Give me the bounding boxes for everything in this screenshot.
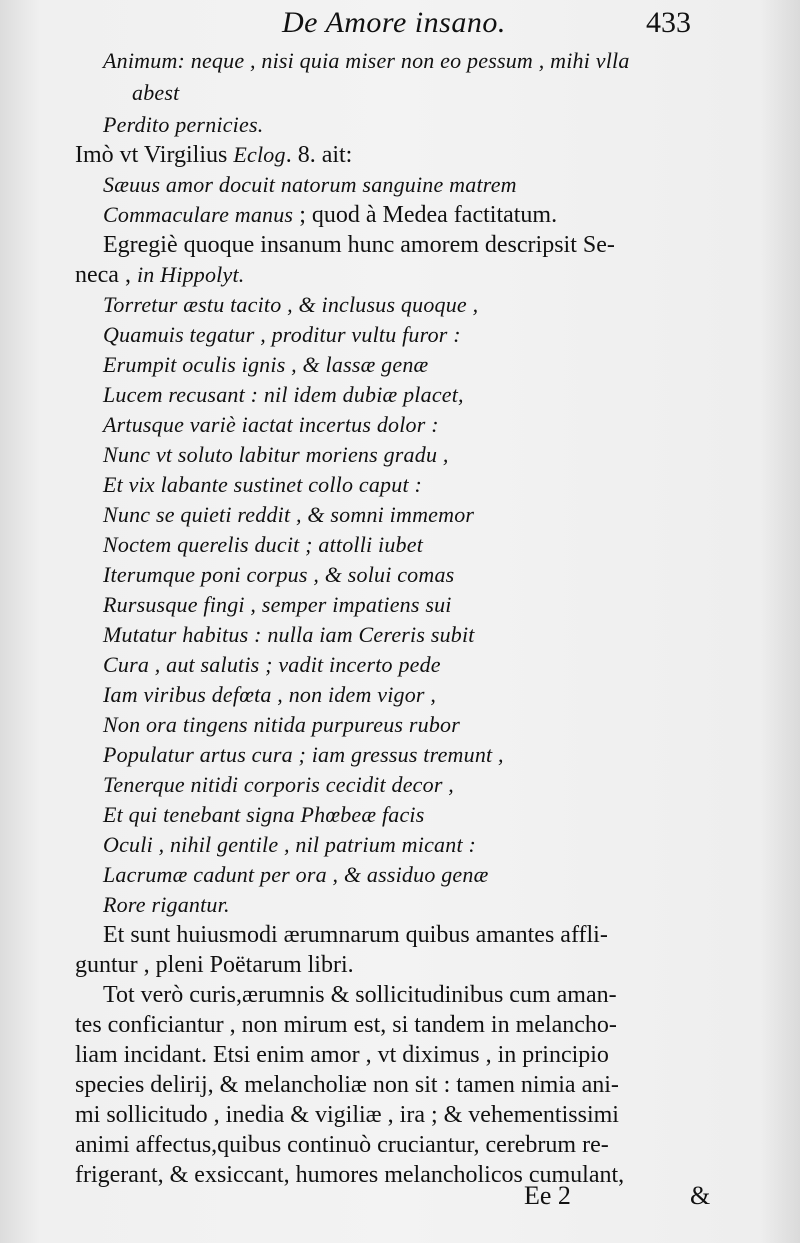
- italic-segment: in Hippolyt.: [136, 262, 245, 287]
- text-line: [103, 110, 263, 140]
- text-line: [103, 980, 617, 1010]
- text-line: [103, 770, 454, 800]
- italic-segment: Eclog: [233, 142, 286, 167]
- italic-segment: : neque , nisi quia miser non eo pessum , mihi vlla: [177, 48, 630, 73]
- italic-segment: Perdito pernicies.: [103, 112, 264, 137]
- italic-segment: Quamuis tegatur , proditur vultu furor :: [103, 322, 461, 347]
- text-line: [132, 78, 179, 108]
- text-line: [103, 560, 454, 590]
- roman-segment: guntur , pleni Poëtarum libri.: [75, 952, 354, 978]
- italic-segment: Iam viribus defœta , non idem vigor ,: [103, 682, 437, 707]
- text-line: [103, 290, 478, 320]
- italic-segment: Erumpit oculis ignis , & lassæ genæ: [103, 352, 429, 377]
- text-line: [103, 46, 630, 76]
- text-line: [103, 740, 504, 770]
- text-line: [103, 410, 439, 440]
- text-line: [75, 140, 352, 170]
- catchword: &: [690, 1181, 711, 1210]
- roman-segment: species delirij, & melancholiæ non sit : tamen nimia ani-: [75, 1072, 619, 1098]
- italic-segment: Iterumque poni corpus , & solui comas: [103, 562, 455, 587]
- roman-segment: Tot verò curis,ærumnis & sollicitudinibus cum aman-: [103, 982, 617, 1008]
- text-line: [103, 440, 449, 470]
- italic-segment: Lacrumæ cadunt per ora , & assiduo genæ: [103, 862, 489, 887]
- roman-segment: Imò vt Virgilius: [75, 142, 234, 168]
- italic-segment: Mutatur habitus : nulla iam Cereris subit: [103, 622, 475, 647]
- italic-segment: Noctem querelis ducit ; attolli iubet: [103, 532, 424, 557]
- text-line: [103, 860, 488, 890]
- text-line: [103, 530, 423, 560]
- text-line: [75, 260, 244, 290]
- text-line: [103, 320, 461, 350]
- italic-segment: abest: [132, 80, 180, 105]
- italic-segment: Nunc vt soluto labitur moriens gradu ,: [103, 442, 449, 467]
- roman-segment: tes conficiantur , non mirum est, si tandem in melancho-: [75, 1012, 617, 1038]
- roman-segment: ; quod à Medea factitatum.: [293, 202, 558, 228]
- text-line: [103, 620, 475, 650]
- roman-segment: Et sunt huiusmodi ærumnarum quibus amantes affli-: [103, 922, 608, 948]
- text-line: [103, 890, 230, 920]
- page-number: 433: [646, 6, 691, 39]
- roman-segment: mi sollicitudo , inedia & vigiliæ , ira ; & vehementissimi: [75, 1102, 619, 1128]
- text-line: [103, 650, 441, 680]
- signature-mark: Ee 2: [524, 1181, 571, 1210]
- italic-segment: Commaculare manus: [103, 202, 294, 227]
- italic-segment: Et vix labante sustinet collo caput :: [103, 472, 422, 497]
- text-line: [75, 1010, 617, 1040]
- italic-segment: Rursusque fingi , semper impatiens sui: [103, 592, 452, 617]
- text-line: [103, 470, 422, 500]
- text-line: [103, 710, 460, 740]
- text-line: [103, 680, 436, 710]
- text-line: [103, 800, 425, 830]
- roman-segment: . 8. ait:: [285, 142, 353, 168]
- italic-segment: Rore rigantur.: [103, 892, 230, 917]
- text-line: [103, 830, 476, 860]
- roman-segment: animi affectus,quibus continuò cruciantur, cerebrum re-: [75, 1132, 609, 1158]
- roman-segment: Egregiè quoque insanum hunc amorem descripsit Se-: [103, 232, 615, 258]
- italic-segment: Animum: [103, 48, 178, 73]
- text-line: [75, 1070, 619, 1100]
- roman-segment: frigerant, & exsiccant, humores melancholicos cumulant,: [75, 1162, 625, 1188]
- italic-segment: Populatur artus cura ; iam gressus tremunt ,: [103, 742, 504, 767]
- text-line: [103, 170, 517, 200]
- text-line: [103, 500, 474, 530]
- italic-segment: Cura , aut salutis ; vadit incerto pede: [103, 652, 441, 677]
- roman-segment: liam incidant. Etsi enim amor , vt diximus , in principio: [75, 1042, 609, 1068]
- italic-segment: Torretur æstu tacito , & inclusus quoque ,: [103, 292, 479, 317]
- text-line: [103, 920, 608, 950]
- text-line: [103, 380, 464, 410]
- text-line: [75, 950, 354, 980]
- text-line: [103, 200, 557, 230]
- italic-segment: Sæuus amor docuit natorum sanguine matrem: [103, 172, 517, 197]
- text-line: [103, 590, 452, 620]
- text-line: [75, 1040, 609, 1070]
- text-line: [75, 1130, 609, 1160]
- italic-segment: Artusque variè iactat incertus dolor :: [103, 412, 439, 437]
- italic-segment: Et qui tenebant signa Phœbeæ facis: [103, 802, 425, 827]
- roman-segment: neca ,: [75, 262, 137, 288]
- running-title: De Amore insano.: [282, 6, 506, 39]
- text-line: [103, 230, 615, 260]
- italic-segment: Lucem recusant : nil idem dubiæ placet,: [103, 382, 464, 407]
- italic-segment: Non ora tingens nitida purpureus rubor: [103, 712, 460, 737]
- italic-segment: Oculi , nihil gentile , nil patrium micant :: [103, 832, 476, 857]
- text-line: [103, 350, 428, 380]
- italic-segment: Nunc se quieti reddit , & somni immemor: [103, 502, 475, 527]
- italic-segment: Tenerque nitidi corporis cecidit decor ,: [103, 772, 454, 797]
- text-line: [75, 1100, 619, 1130]
